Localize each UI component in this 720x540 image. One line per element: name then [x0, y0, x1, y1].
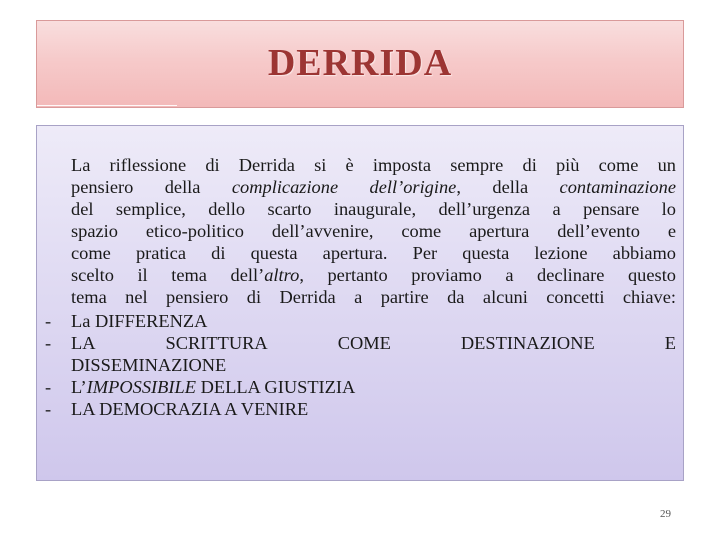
bullet-word: DESTINAZIONE	[460, 333, 595, 353]
intro-line: del semplice, dello scarto inaugurale, dell’urgenza a pensare lo	[71, 199, 676, 219]
bullet-dash: -	[45, 399, 52, 419]
bullet-dash: -	[45, 377, 52, 397]
title-box	[36, 20, 684, 108]
intro-line: pensiero della complicazione dell’origine, della contaminazione	[71, 177, 676, 197]
bullet-dash: -	[45, 333, 52, 353]
bullet-text-continuation: DISSEMINAZIONE	[71, 355, 227, 375]
intro-line: spazio etico-politico dell’avvenire, come apertura dell’evento e	[71, 221, 676, 241]
bullet-text-row	[71, 332, 676, 354]
italic-term: complicazione dell’origine	[231, 177, 457, 197]
italic-term: altro	[264, 265, 300, 285]
bullet-word: LA	[71, 333, 96, 353]
bullet-word: SCRITTURA	[165, 333, 268, 353]
intro-paragraph	[71, 154, 676, 308]
bullet-text: L’IMPOSSIBILE DELLA GIUSTIZIA	[71, 377, 356, 397]
bullet-word: COME	[337, 333, 391, 353]
bullet-item	[37, 398, 677, 420]
slide-title: DERRIDA	[267, 42, 453, 84]
content-box	[36, 125, 684, 481]
italic-term: contaminazione	[559, 177, 676, 197]
bullet-text: LA DEMOCRAZIA A VENIRE	[71, 399, 309, 419]
intro-line: La riflessione di Derrida si è imposta sempre di più come un	[71, 155, 676, 175]
intro-line: come pratica di questa apertura. Per questa lezione abbiamo	[71, 243, 676, 263]
bullet-item	[37, 332, 677, 376]
italic-term: IMPOSSIBILE	[86, 377, 196, 397]
bullet-dash: -	[45, 311, 52, 331]
bullet-item	[37, 376, 677, 398]
bullet-word: E	[664, 333, 676, 353]
bullet-text: La DIFFERENZA	[71, 311, 208, 331]
bullet-item	[37, 310, 677, 332]
intro-line: scelto il tema dell’altro, pertanto proviamo a declinare questo	[71, 265, 676, 285]
intro-line: tema nel pensiero di Derrida a partire da alcuni concetti chiave:	[71, 287, 676, 307]
bullet-list	[37, 310, 677, 420]
title-accent-line	[37, 105, 177, 106]
page-number: 29	[660, 508, 671, 520]
